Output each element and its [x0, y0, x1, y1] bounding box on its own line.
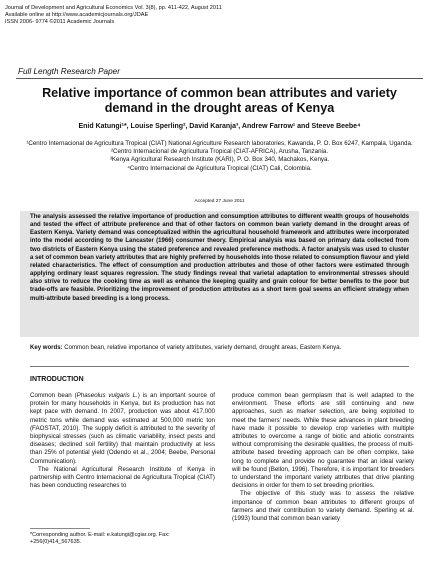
affiliation-4: ⁴Centro Internacional de Agricultura Tropical (CIAT) Cali, Colombia.: [127, 164, 312, 172]
section-heading-introduction: INTRODUCTION: [30, 376, 84, 383]
author-list: Enid Katungi¹*, Louise Sperling², David Karanja³, Andrew Farrow¹ and Steeve Beebe⁴: [78, 123, 361, 130]
intro-paragraph-2: The National Agricultural Research Institute of Kenya in partnership with Centro Internacional de Agricultura Tropical (CIAT) has been conducting researches to: [30, 465, 215, 490]
affiliation-1: ¹Centro Internacional de Agricultura Tropical (CIAT) National Agriculture Research laboratories, Kawanda, P. O. Box 6247, Kampala, Uganda.: [26, 140, 413, 147]
intro-paragraph-1: Common bean (Phaseolus vulgaris L.) is an important source of protein for many households in Kenya, but its production has not kept pace with demand. In 2007, production was about 417,000 metric tons while demand was estimated at 500,000 metric ton (FAOSTAT, 2010). The supply deficit is attributed to the severity of biophysical stresses (such as climatic variability, insect pests and diseases; declined soil fertility) that maintain productivity at less than 25% of potential yield (Odendo et al., 2004; Beebe, Personal Communication).: [30, 392, 215, 465]
article-type: Full Length Research Paper: [18, 67, 120, 76]
intro-paragraph-3: produce common bean germplasm that is well adapted to the environment. These efforts are still continuing and new approaches, such as marker selection, are being exploited to meet the farmers' needs. While these advances in plant breeding have made it possible to develop crop varieties with multiple attributes to overcome a range of biotic and abiotic constraints without compromising the desirable qualities, the process of multi-attribute based breeding approach can be often complex, take long to complete and provide no guarantee that an ideal variety will be found (Bellon, 1996). Therefore, it is important for breeders to understand the important variety attributes that drive planting decisions in order for them to set breeding priorities.: [232, 392, 414, 490]
journal-header: [5, 5, 222, 26]
journal-url[interactable]: Available online at http://www.academicjournals.org/JDAE: [5, 12, 149, 18]
affiliation-2: ²Centro Internacional de Agricultura Tropical (CIAT-AFRICA), Arusha, Tanzania.: [110, 148, 329, 156]
journal-issn: ISSN 2006- 9774 ©2011 Academic Journals: [5, 19, 115, 25]
affiliations: [20, 140, 419, 173]
accepted-date: Accepted 27 June 2011: [194, 199, 245, 204]
corresponding-author-footnote: *Corresponding author. E-mail: e.katungi@cgiar.org. Fax: +256(0)414_567635.: [30, 532, 170, 545]
footnote-divider: [30, 528, 90, 529]
header-divider: [16, 78, 423, 79]
abstract: The analysis assessed the relative importance of production and consumption attributes to different wealth groups of households and tested the effect of attribute preference and that of other factors on common bean variety demand in the drought areas of Eastern Kenya. Variety demand was conceptualized within the agricultural household framework and attributes were incorporated into the model according to the Lancaster (1966) consumer theory. Empirical analysis was based on primary data collected from two districts of Eastern Kenya using the stated preference and revealed preference methods. A factor analysis was used to cluster a set of common bean variety attributes that are highly preferred by households into those related to consumption flavour and yield related characteristics. The effect of consumption and production attributes and those of other factors were estimated through applying ordinary least squares regression. The study findings reveal that varietal adaptation to environmental stresses should also strive to reduce the cooking time as well as enhance the keeping quality and grain colour for better benefits to the poor but trade-offs are feasible. Prioritizing the improvement of production attributes as a short term goal seems an efficient strategy when multi-attribute based breeding is a long process.: [30, 214, 409, 302]
journal-citation: Journal of Development and Agricultural Economics Vol. 3(8), pp. 411-422, August 2011: [5, 5, 222, 11]
affiliation-3: ³Kenya Agricultural Research Institute (KARI), P. O. Box 340, Machakos, Kenya.: [109, 156, 330, 164]
keywords-text: Common bean, relative importance of variety attributes, variety demand, drought areas, Eastern Kenya.: [64, 345, 342, 351]
intro-paragraph-4: The objective of this study was to assess the relative importance of common bean attributes to different groups of farmers and their contribution to variety demand. Sperling et al. (1993) found that common bean variety: [232, 490, 414, 523]
keywords-divider: [30, 366, 409, 367]
body-column-right: [232, 392, 414, 523]
body-column-left: [30, 392, 215, 490]
paper-title: Relative importance of common bean attributes and variety demand in the drought areas of Kenya: [42, 86, 397, 115]
keywords-label: Key words:: [30, 345, 63, 351]
keywords: [30, 344, 409, 352]
species-name: Phaseolus vulgaris L.: [76, 392, 138, 399]
